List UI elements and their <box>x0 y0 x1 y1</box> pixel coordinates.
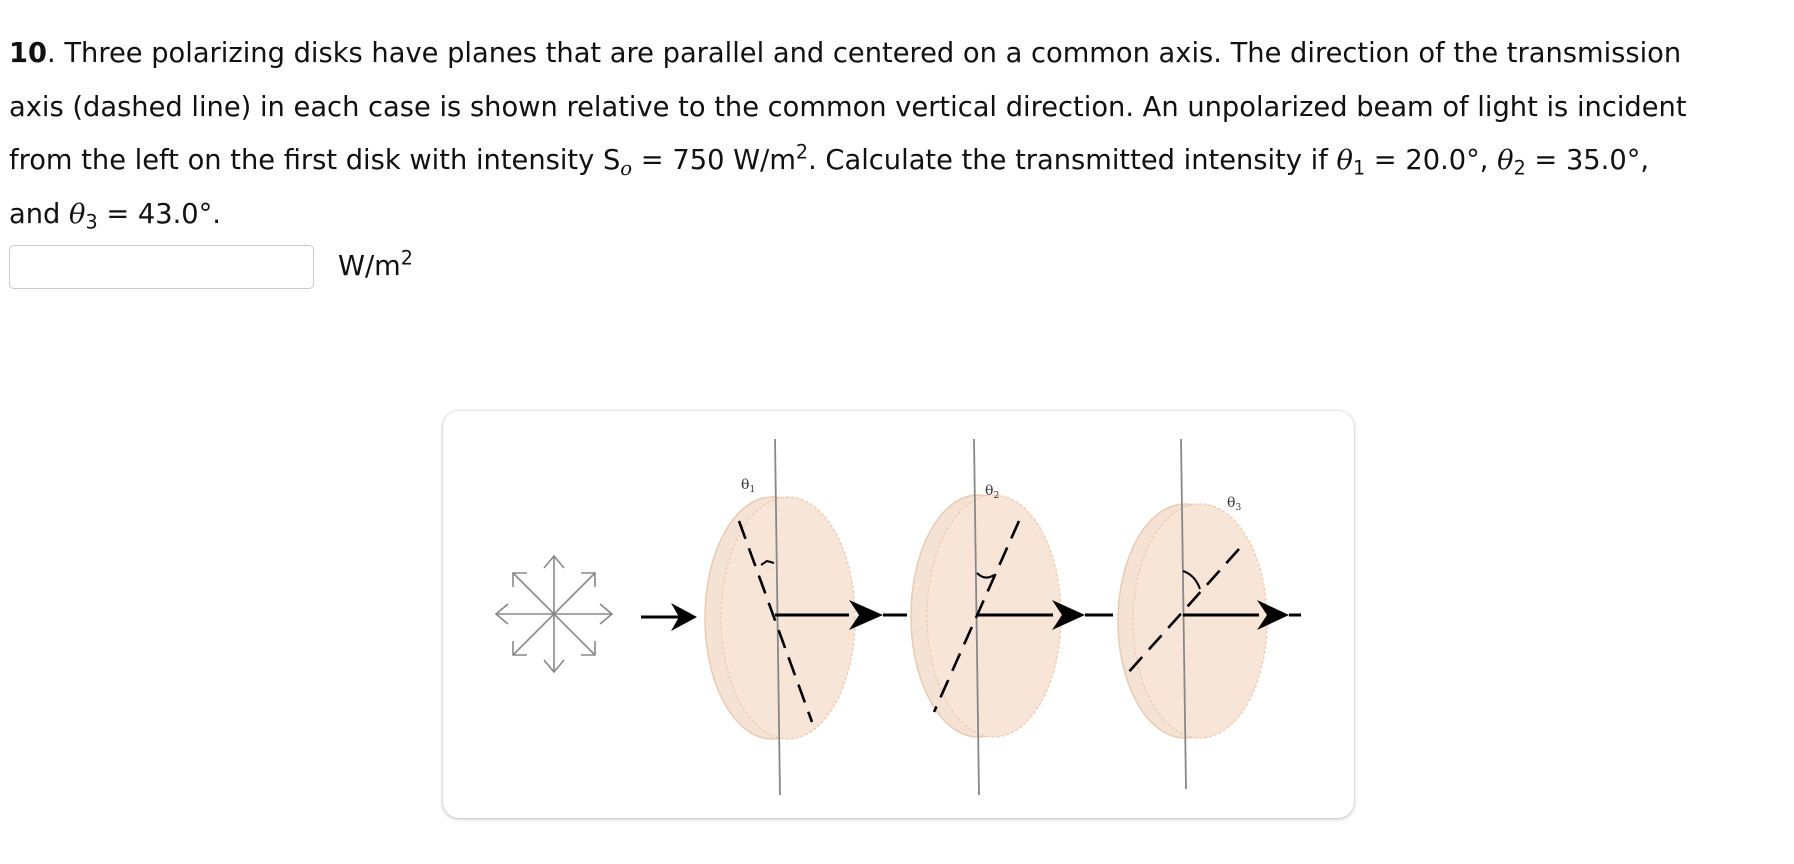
answer-unit-base: W/m <box>338 251 401 282</box>
theta1-value: = 20.0°, <box>1365 145 1498 176</box>
problem-text-1: . Three polarizing disks have planes that are parallel and centered on a common axis. The direction of the transmission <box>47 38 1682 69</box>
theta1-symbol: θ <box>1336 145 1353 176</box>
problem-text-3c: . Calculate the transmitted intensity if <box>808 145 1337 176</box>
problem-text-2: axis (dashed line) in each case is shown relative to the common vertical direction. An unpolarized beam of light is incident <box>9 91 1687 123</box>
problem-number: 10 <box>9 38 47 69</box>
answer-input[interactable] <box>9 245 314 289</box>
theta2-label: $\theta_2$ <box>985 483 1000 501</box>
problem-text-3b: = 750 W/m <box>632 145 796 176</box>
theta3-value: = 43.0°. <box>97 198 221 230</box>
polarizer-disk-1 <box>705 439 883 795</box>
incident-beam-arrow <box>641 603 697 631</box>
problem-line-4 <box>9 188 1794 242</box>
answer-unit <box>338 246 413 282</box>
intensity-subscript: o <box>620 156 633 180</box>
problem-text-3a: from the left on the first disk with intensity S <box>9 145 621 176</box>
theta3-symbol: θ <box>69 198 86 230</box>
problem-line-2 <box>9 81 1794 135</box>
polarizer-disk-3 <box>1118 439 1301 789</box>
polarizer-disk-2 <box>911 439 1085 795</box>
problem-line-1 <box>9 27 1794 81</box>
theta1-subscript: 1 <box>1352 156 1366 180</box>
unpolarized-light-icon <box>496 556 612 672</box>
answer-unit-exponent: 2 <box>400 246 413 270</box>
figure-card <box>443 411 1354 818</box>
intensity-unit-exponent: 2 <box>795 140 809 164</box>
theta2-subscript: 2 <box>1513 156 1526 180</box>
problem-statement <box>9 27 1794 241</box>
theta2-symbol: θ <box>1497 145 1514 176</box>
problem-line-3 <box>9 134 1794 188</box>
theta3-subscript: 3 <box>85 209 98 233</box>
theta3-label: $\theta_3$ <box>1227 495 1242 513</box>
theta1-label: $\theta_1$ <box>741 477 756 495</box>
theta2-value: = 35.0°, <box>1525 145 1650 176</box>
problem-text-4a: and <box>9 198 70 230</box>
polarizer-diagram <box>443 411 1354 818</box>
